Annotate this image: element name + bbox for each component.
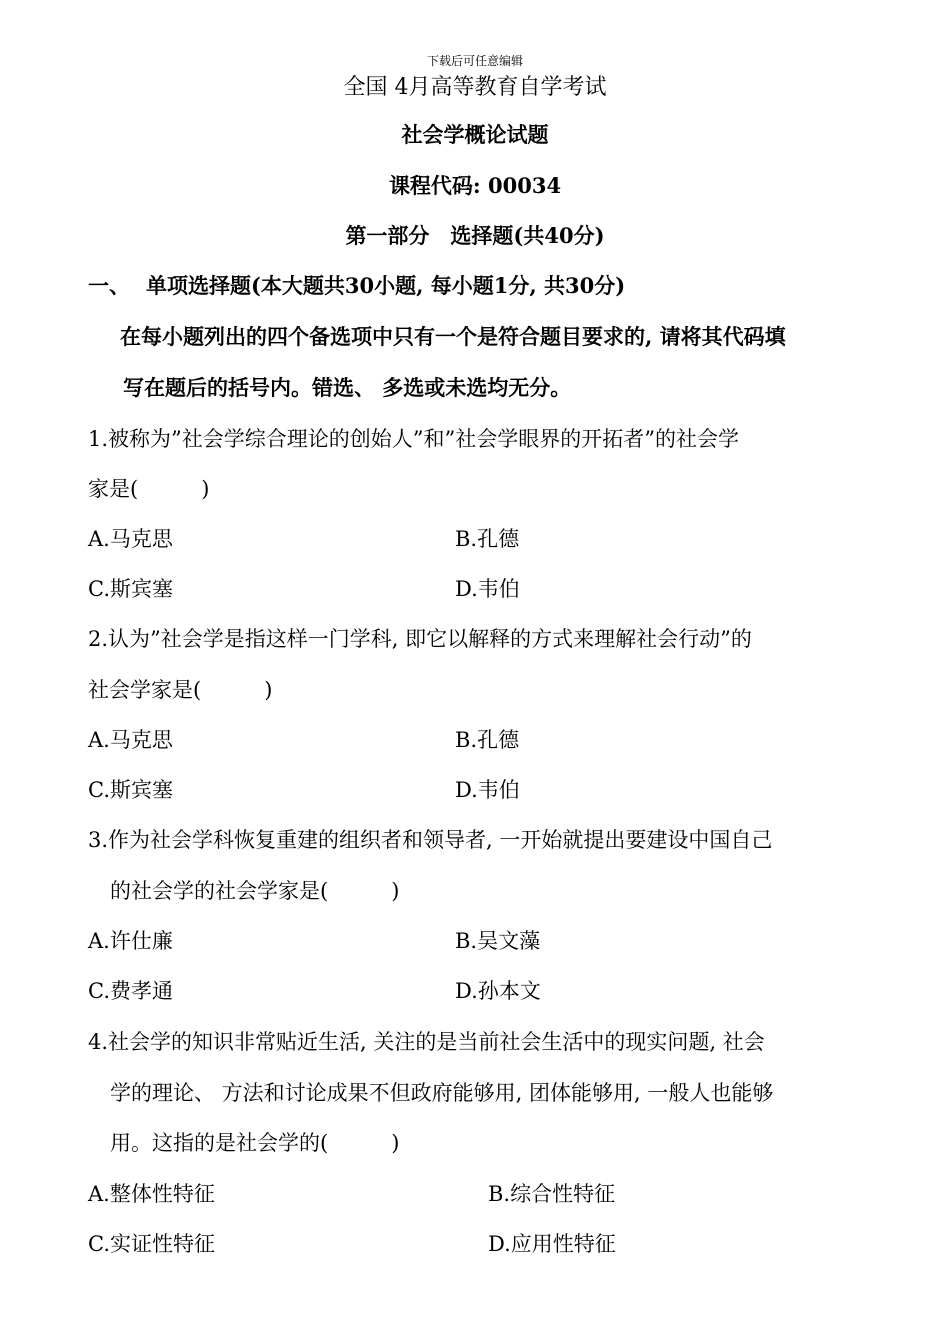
- question-3-option-a: A.许仕廉: [88, 929, 173, 953]
- section-instruction-line1: 在每小题列出的四个备选项中只有一个是符合题目要求的, 请将其代码填: [120, 324, 786, 349]
- question-4-text-line3: 用。这指的是社会学的( ): [110, 1131, 400, 1155]
- question-1-option-d: D.韦伯: [455, 577, 520, 601]
- question-1-text-line2: 家是( ): [88, 477, 210, 501]
- question-4-option-d: D.应用性特征: [488, 1232, 616, 1256]
- header-note: 下载后可任意编辑: [426, 54, 523, 68]
- question-3-option-c: C.费孝通: [88, 979, 173, 1003]
- question-3-text-line2: 的社会学的社会学家是( ): [110, 879, 400, 903]
- section-title: 单项选择题(本大题共30小题, 每小题1分, 共30分): [146, 273, 626, 298]
- subject-title: 社会学概论试题: [401, 122, 549, 147]
- section-number: 一、: [88, 273, 130, 298]
- question-3-option-d: D.孙本文: [455, 979, 541, 1003]
- question-2-option-d: D.韦伯: [455, 778, 520, 802]
- question-2-text-line2: 社会学家是( ): [88, 678, 273, 702]
- question-3-option-b: B.吴文藻: [455, 929, 541, 953]
- question-2-text-line1: 2.认为”社会学是指这样一门学科, 即它以解释的方式来理解社会行动”的: [88, 627, 752, 651]
- question-2-option-b: B.孔德: [455, 728, 520, 752]
- question-4-option-a: A.整体性特征: [88, 1182, 215, 1206]
- question-1-text-line1: 1.被称为”社会学综合理论的创始人”和”社会学眼界的开拓者”的社会学: [88, 427, 739, 451]
- question-2-option-a: A.马克思: [88, 728, 173, 752]
- question-4-option-b: B.综合性特征: [488, 1182, 616, 1206]
- question-4-text-line2: 学的理论、 方法和讨论成果不但政府能够用, 团体能够用, 一般人也能够: [110, 1081, 774, 1105]
- course-code: 课程代码: 00034: [388, 173, 562, 198]
- question-1-option-c: C.斯宾塞: [88, 577, 173, 601]
- question-1-option-a: A.马克思: [88, 527, 173, 551]
- question-3-text-line1: 3.作为社会学科恢复重建的组织者和领导者, 一开始就提出要建设中国自己: [88, 828, 773, 852]
- section-instruction-line2: 写在题后的括号内。错选、 多选或未选均无分。: [123, 375, 572, 400]
- question-2-option-c: C.斯宾塞: [88, 778, 173, 802]
- question-4-option-c: C.实证性特征: [88, 1232, 215, 1256]
- exam-title: 全国 4月高等教育自学考试: [343, 75, 607, 100]
- question-1-option-b: B.孔德: [455, 527, 520, 551]
- part-title: 第一部分 选择题(共40分): [345, 223, 605, 248]
- question-4-text-line1: 4.社会学的知识非常贴近生活, 关注的是当前社会生活中的现实问题, 社会: [88, 1030, 765, 1054]
